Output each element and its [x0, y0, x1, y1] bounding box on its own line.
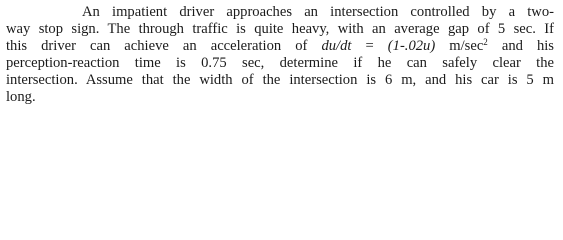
- text-line-5: intersection. Assume that the width of the intersection is 6 m, and his car is 5 m: [6, 72, 554, 88]
- derivative-expression: du/dt: [321, 38, 352, 54]
- text-line-6: long.: [6, 89, 36, 105]
- acceleration-unit: [449, 38, 488, 54]
- text-line-4: perception-reaction time is 0.75 sec, determine if he can safely clear the: [6, 55, 554, 71]
- unit-exponent: 2: [483, 37, 488, 47]
- text-line-3-after: and his: [501, 38, 554, 54]
- equals-sign: =: [365, 38, 374, 54]
- problem-statement: [6, 4, 554, 106]
- text-line-3-before: this driver can achieve an acceleration of: [6, 38, 308, 54]
- text-line-2: way stop sign. The through traffic is quite heavy, with an average gap of 5 sec. If: [6, 21, 554, 37]
- text-line-3: [6, 38, 554, 55]
- text-line-1: An impatient driver approaches an intersection controlled by a two-: [82, 4, 554, 20]
- acceleration-formula: (1-.02u): [387, 38, 436, 54]
- unit-base: m/sec: [449, 38, 484, 54]
